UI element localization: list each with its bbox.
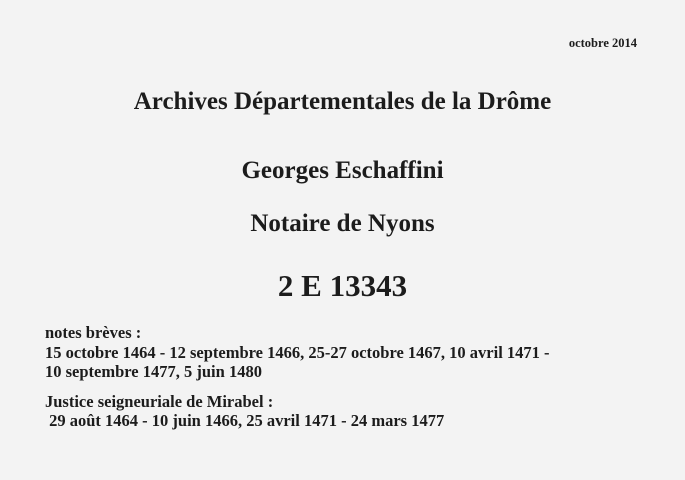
spacer (45, 382, 550, 392)
notes-breves-heading: notes brèves : (45, 323, 142, 342)
justice-line: 29 août 1464 - 10 juin 1466, 25 avril 1471 - 24 mars 1477 (45, 411, 445, 430)
notary-name: Georges Eschaffini (241, 157, 444, 184)
notes-breves-line: 10 septembre 1477, 5 juin 1480 (45, 362, 262, 381)
archive-reference: 2 E 13343 (277, 268, 408, 303)
justice-heading: Justice seigneuriale de Mirabel : (45, 391, 274, 411)
notes-section (45, 323, 550, 431)
notary-role: Notaire de Nyons (250, 210, 435, 237)
institution-title: Archives Départementales de la Drôme (133, 88, 552, 115)
document-date: octobre 2014 (568, 36, 637, 50)
notes-breves-line: 15 octobre 1464 - 12 septembre 1466, 25-27 octobre 1467, 10 avril 1471 - (45, 342, 550, 362)
